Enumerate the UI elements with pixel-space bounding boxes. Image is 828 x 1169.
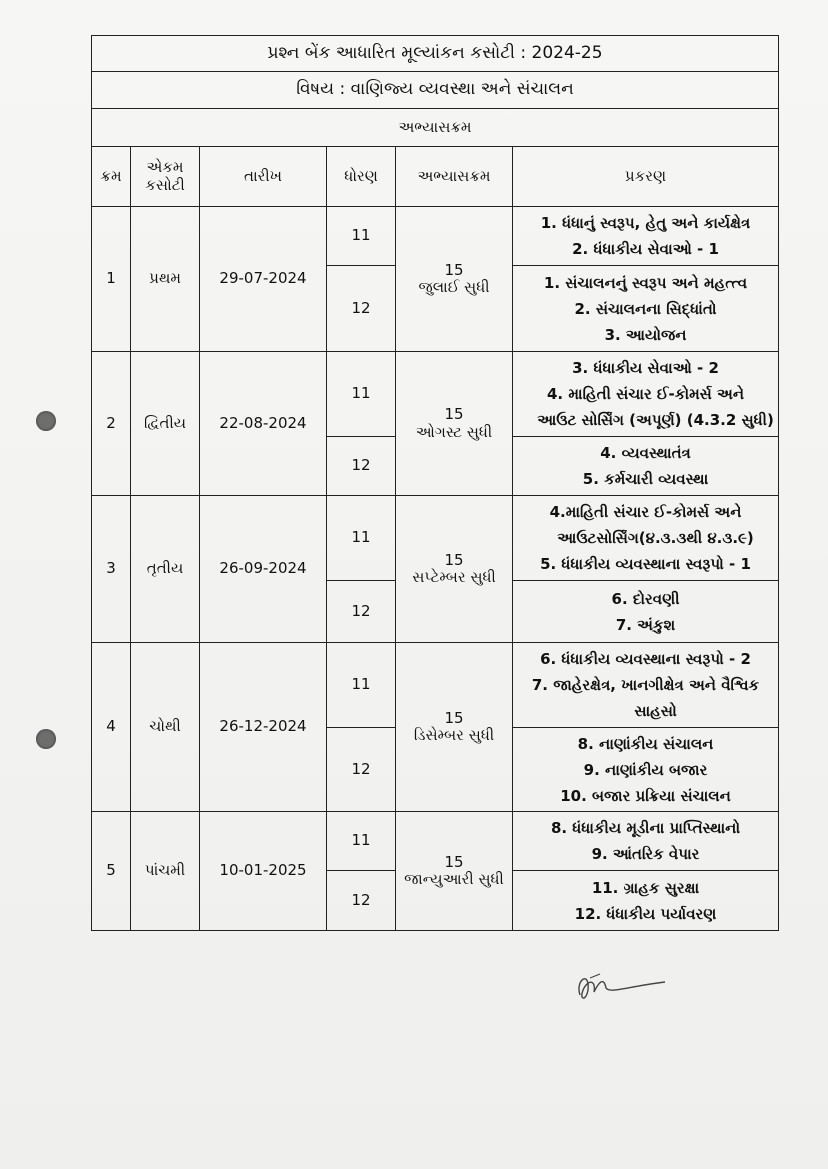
topic-item: 2. સંચાલનના સિદ્ધાંતો: [574, 299, 717, 318]
topic-item: 8. નાણાંકીય સંચાલન: [577, 734, 714, 753]
standard-cell: 12: [327, 871, 396, 931]
standard-cell: 11: [327, 352, 396, 437]
topic-item: 5. ધંધાકીય વ્યવસ્થાના સ્વરૂપો - 1: [540, 555, 751, 573]
syllabus-upto-month: જાન્યુઆરી સુધી: [404, 870, 504, 888]
date-cell: 26-09-2024: [200, 496, 327, 643]
standard-cell: 11: [327, 496, 396, 581]
topic-item: 3. આયોજન: [604, 325, 687, 344]
serial-cell: 1: [92, 207, 131, 352]
topic-item: 3. ધંધાકીય સેવાઓ - 2: [572, 359, 719, 377]
exam-name-cell: દ્વિતીય: [131, 352, 200, 496]
topic-item: 5. કર્મચારી વ્યવસ્થા: [582, 470, 709, 488]
standard-cell: 12: [327, 266, 396, 352]
topic-item: 7. જાહેરક્ષેત્ર, ખાનગીક્ષેત્ર અને વૈશ્વિક: [531, 676, 760, 694]
syllabus-upto-cell: [396, 496, 513, 643]
column-header-exam: એકમ કસોટી: [131, 147, 200, 207]
syllabus-upto-cell: [396, 812, 513, 931]
topic-item: 4. માહિતી સંચાર ઈ-કોમર્સ અને: [546, 385, 745, 403]
date-cell: 29-07-2024: [200, 207, 327, 352]
topic-item: 12. ધંધાકીય પર્યાવરણ: [574, 904, 717, 923]
topics-cell: [513, 496, 779, 581]
topics-cell: [513, 812, 779, 871]
syllabus-upto-cell: [396, 352, 513, 496]
topic-item: 11. ગ્રાહક સુરક્ષા: [591, 878, 700, 897]
exam-name-cell: પાંચમી: [131, 812, 200, 931]
topics-cell: [513, 643, 779, 728]
subject-heading: વિષય : વાણિજ્ય વ્યવસ્થા અને સંચાલન: [92, 72, 779, 109]
topic-item: 8. ધંધાકીય મૂડીના પ્રાપ્તિસ્થાનો: [550, 819, 741, 837]
table-row: [92, 207, 779, 266]
exam-name-cell: પ્રથમ: [131, 207, 200, 352]
standard-cell: 12: [327, 437, 396, 496]
serial-cell: 5: [92, 812, 131, 931]
topic-item: 9. નાણાંકીય બજાર: [583, 760, 708, 779]
punch-hole: [36, 411, 56, 431]
topics-cell: [513, 728, 779, 812]
table-row: [92, 812, 779, 871]
date-cell: 10-01-2025: [200, 812, 327, 931]
exam-name-cell: ચોથી: [131, 643, 200, 812]
topic-item: સાહસો: [634, 702, 677, 720]
syllabus-upto-month: ઓગસ્ટ સુધી: [415, 422, 493, 441]
column-header-date: તારીખ: [200, 147, 327, 207]
syllabus-upto-cell: [396, 643, 513, 812]
syllabus-upto-day: 15: [444, 405, 464, 424]
syllabus-upto-month: સપ્ટેમ્બર સુધી: [412, 568, 496, 586]
topic-item: 1. ધંધાનું સ્વરૂપ, હેતુ અને કાર્યક્ષેત્ર: [540, 214, 751, 232]
topics-cell: [513, 871, 779, 931]
table-row: [92, 496, 779, 581]
table-row: [92, 643, 779, 728]
topic-item: આઉટસોર્સિંગ(૪.૩.૩થી ૪.૩.૯): [557, 529, 754, 547]
topics-cell: [513, 437, 779, 496]
date-cell: 22-08-2024: [200, 352, 327, 496]
table-row: [92, 352, 779, 437]
topic-item: 9. આંતરિક વેપાર: [591, 845, 700, 863]
syllabus-upto-day: 15: [444, 550, 464, 569]
topic-item: 10. બજાર પ્રક્રિયા સંચાલન: [560, 786, 731, 805]
section-heading: અભ્યાસક્રમ: [92, 109, 779, 147]
standard-cell: 11: [327, 207, 396, 266]
exam-name-cell: તૃતીય: [131, 496, 200, 643]
standard-cell: 12: [327, 728, 396, 812]
serial-cell: 3: [92, 496, 131, 643]
topic-item: 4. વ્યવસ્થાતંત્ર: [600, 444, 691, 462]
standard-cell: 11: [327, 643, 396, 728]
syllabus-upto-day: 15: [444, 708, 464, 727]
standard-cell: 12: [327, 581, 396, 643]
punch-hole: [36, 729, 56, 749]
syllabus-upto-cell: [396, 207, 513, 352]
syllabus-upto-day: 15: [444, 260, 464, 279]
topic-item: આઉટ સોર્સિંગ (અપૂર્ણ) (4.3.2 સુધી): [537, 411, 774, 429]
column-header-serial: ક્રમ: [92, 147, 131, 207]
topics-cell: [513, 266, 779, 352]
topic-item: 4.માહિતી સંચાર ઈ-કોમર્સ અને: [549, 503, 742, 521]
topics-cell: [513, 352, 779, 437]
topic-item: 7. અંકુશ: [615, 615, 676, 634]
topic-item: 1. સંચાલનનું સ્વરૂપ અને મહત્ત્વ: [543, 273, 748, 292]
topics-cell: [513, 207, 779, 266]
topics-cell: [513, 581, 779, 643]
column-header-syllabus: અભ્યાસક્રમ: [396, 147, 513, 207]
serial-cell: 4: [92, 643, 131, 812]
signature: [570, 960, 670, 1010]
topic-item: 6. ધંધાકીય વ્યવસ્થાના સ્વરૂપો - 2: [540, 650, 751, 668]
column-header-standard: ધોરણ: [327, 147, 396, 207]
syllabus-upto-day: 15: [444, 852, 464, 871]
topic-item: 2. ધંધાકીય સેવાઓ - 1: [572, 240, 719, 258]
standard-cell: 11: [327, 812, 396, 871]
column-header-topics: પ્રકરણ: [513, 147, 779, 207]
serial-cell: 2: [92, 352, 131, 496]
topic-item: 6. દોરવણી: [611, 589, 680, 608]
syllabus-upto-month: જુલાઈ સુધી: [418, 278, 490, 296]
syllabus-upto-month: ડિસેમ્બર સુધી: [413, 726, 495, 744]
date-cell: 26-12-2024: [200, 643, 327, 812]
document-title: પ્રશ્ન બેંક આધારિત મૂલ્યાંકન કસોટી : 2024-25: [92, 36, 779, 72]
syllabus-table: [91, 35, 779, 931]
